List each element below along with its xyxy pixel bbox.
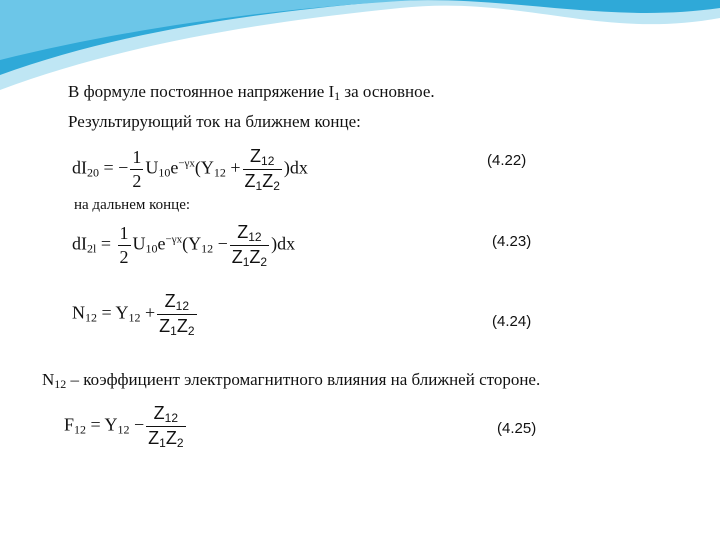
equation-number-4-24: (4.24) [492, 313, 532, 330]
equation-number-4-23: (4.23) [492, 233, 532, 250]
equation-4-25: $F_{12} = Y_{12}$ − $\frac{Z_{12}}{Z_1Z_2}$ [64, 403, 184, 450]
equation-number-4-25: (4.25) [497, 420, 537, 437]
equation-4-23: $dI_{2l}$ = $\frac{1}{2}$ $U_{10}e^{-\gamma x}(Y_{12}$ − $\frac{Z_{12}}{Z_1Z_2}$ )dx [72, 222, 296, 269]
equation-4-24: $N_{12} = Y_{12}$ + $\frac{Z_{12}}{Z_1Z_2}$ [72, 291, 195, 338]
equation-4-22: $dI_{20}$ = − $\frac{1}{2}$ $U_{10}e^{-\gamma x}(Y_{12}$ + $\frac{Z_{12}}{Z_1Z_2}$ )dx [72, 146, 308, 193]
paragraph-far-end: на дальнем конце: [74, 197, 191, 213]
equation-number-4-22: (4.22) [487, 152, 527, 169]
paragraph-coefficient-definition: $N_{12}$ – коэффициент электромагнитного влияния на ближней стороне. [42, 370, 541, 391]
paragraph-near-end: Результирующий ток на ближнем конце: [68, 112, 361, 131]
paragraph-dc-voltage: В формуле постоянное напряжение $I_1$ за основное. [68, 82, 435, 103]
